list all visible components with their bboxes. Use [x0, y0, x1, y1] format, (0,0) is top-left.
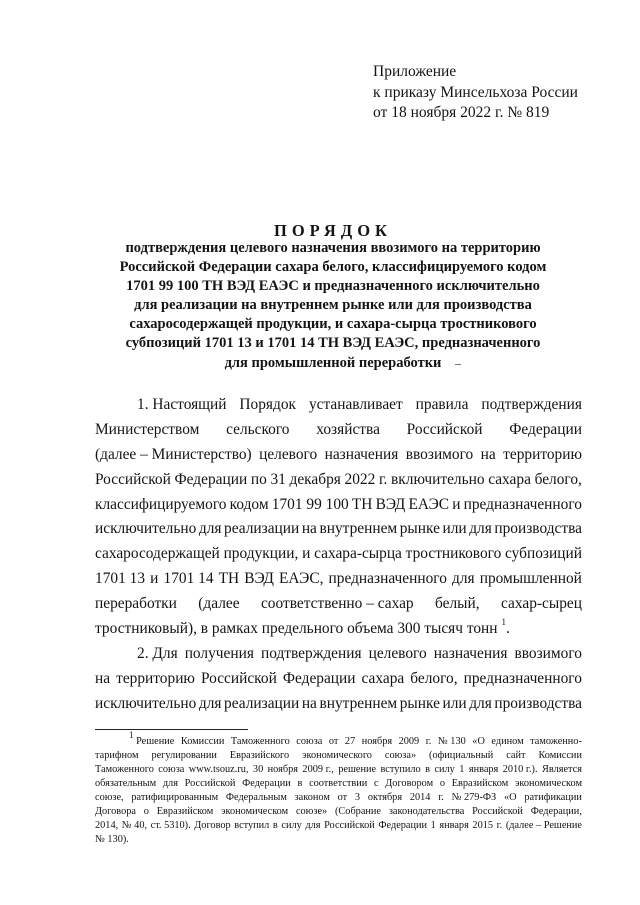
word: Федеральным — [225, 792, 287, 804]
word: силу — [434, 764, 455, 776]
word: обязательным — [95, 778, 157, 790]
word: 2. Для — [137, 644, 178, 662]
word: г. — [438, 792, 444, 804]
word: «О — [472, 736, 485, 747]
word: Евразийского — [229, 750, 290, 762]
word: для — [452, 570, 475, 588]
word: ст. 5310). — [150, 820, 191, 832]
subtitle-line: подтверждения целевого назначения ввозимого на территорию — [125, 240, 541, 256]
word: для — [305, 820, 321, 832]
footnote-line — [95, 749, 582, 763]
document-body — [95, 393, 582, 717]
word: в — [297, 778, 303, 790]
word: союзе, — [95, 792, 124, 804]
word: рынке — [399, 694, 440, 712]
appendix-order-date: от 18 ноября 2022 г. № 819 — [373, 104, 550, 121]
word: внутреннем — [319, 694, 398, 712]
word: белый, — [435, 595, 480, 613]
word: на — [301, 694, 317, 712]
footnote-body — [95, 729, 582, 833]
word: 31 — [270, 470, 286, 488]
paragraph-line — [95, 567, 582, 592]
word: соответствии — [309, 778, 368, 790]
word: Комиссии — [180, 736, 225, 747]
paragraph-line — [95, 418, 582, 443]
word: вступил — [234, 820, 270, 832]
word: получения — [184, 644, 254, 662]
word: 1. Настоящий — [137, 396, 227, 413]
word: 2022 — [344, 470, 376, 488]
word: законом — [294, 792, 330, 804]
footnote-line — [95, 805, 582, 819]
word: Комиссии — [538, 750, 582, 762]
word: хозяйства — [316, 420, 380, 438]
word: промышленной — [479, 570, 582, 588]
word: ратификации — [524, 792, 582, 804]
word: таможенно- — [530, 736, 582, 747]
word: Таможенного — [230, 736, 290, 747]
paragraph-1 — [95, 393, 582, 617]
word: октября — [367, 792, 403, 804]
word: Договора — [95, 806, 136, 818]
footnote-line — [95, 729, 582, 749]
appendix-order-ref: к приказу Минсельхоза России — [373, 83, 578, 101]
word: в — [425, 764, 431, 776]
word: Федерации — [509, 420, 582, 438]
word: 2014 — [409, 792, 431, 804]
word: реализации — [224, 694, 300, 712]
word: экономическом — [514, 778, 582, 790]
word: экономическом — [221, 806, 289, 818]
word: вступило — [380, 764, 421, 776]
word: решение — [338, 764, 377, 776]
document-subtitle — [100, 239, 566, 373]
paragraph-line — [95, 493, 582, 518]
word: ВЭД — [244, 570, 274, 588]
word: Федерации — [242, 778, 291, 790]
word: ввозимого — [514, 644, 582, 662]
word: реализации — [224, 520, 300, 538]
word: (далее – Министерство) — [95, 445, 252, 463]
word: № 40, — [121, 820, 148, 832]
word: 2014, — [95, 820, 119, 832]
word: переработки — [95, 595, 177, 613]
word: (официальный — [429, 750, 494, 762]
paragraph-line — [95, 667, 582, 692]
word: января — [468, 764, 499, 776]
paragraph-2 — [95, 642, 582, 717]
word: 2015 — [472, 820, 494, 832]
word: назначения — [324, 445, 399, 463]
word: ЕАЭС, — [279, 570, 324, 588]
word: Федерации, — [530, 806, 582, 818]
footnote-line — [95, 791, 582, 805]
word: тарифном — [95, 750, 139, 762]
word: ратифицированным — [131, 792, 219, 804]
word: Российской — [200, 669, 277, 687]
word: целевого — [259, 445, 318, 463]
word: Российской — [324, 820, 375, 832]
word: ТН — [218, 570, 240, 588]
footnote — [95, 729, 582, 847]
word: производства — [494, 694, 582, 712]
word: сахаросодержащей — [95, 545, 220, 563]
word: для — [162, 778, 178, 790]
word: и — [302, 545, 311, 563]
subtitle-line: для реализации на внутреннем рынке или для производства — [134, 297, 532, 314]
word: Договор — [194, 820, 231, 832]
word: белого, — [534, 470, 582, 488]
word: для — [198, 694, 222, 712]
word: правила — [415, 396, 469, 413]
word: декабря — [289, 470, 341, 488]
paragraph-line — [95, 443, 582, 468]
paragraph-line — [95, 393, 582, 418]
footnote-line — [95, 833, 582, 847]
word: законодательства — [388, 806, 465, 818]
word: классифицируемого — [95, 495, 227, 513]
word: 1701 14 — [163, 570, 214, 588]
word: № 279-ФЗ — [451, 792, 497, 804]
word: г. — [378, 470, 388, 488]
word: 30 — [252, 764, 264, 776]
paragraph-line — [95, 517, 582, 542]
word: 2009 г., — [302, 764, 334, 776]
word: о — [143, 806, 149, 818]
word: Федерации — [282, 669, 356, 687]
word: 1 — [459, 764, 465, 776]
word: Российской — [184, 778, 236, 790]
subtitle-line: сахаросодержащей продукции, и сахара-сырца тростникового — [129, 316, 537, 333]
scan-artifact — [455, 364, 461, 368]
footnote-ref-mark: 1 — [501, 616, 507, 627]
word: с — [373, 778, 379, 790]
word: на — [301, 520, 317, 538]
paragraph-line — [95, 542, 582, 567]
word: подтверждения — [481, 396, 582, 413]
word: на — [480, 445, 496, 463]
footnote-line — [95, 777, 582, 791]
word: Министерством — [95, 420, 200, 438]
word: включительно — [391, 470, 485, 488]
word: Договором — [385, 778, 434, 790]
word: продукции, — [223, 545, 299, 563]
word: № 130 — [437, 736, 466, 747]
word: www.tsouz.ru, — [188, 764, 249, 776]
word: Таможенного — [95, 764, 154, 776]
word: 1701 99 100 — [271, 495, 349, 513]
paragraph-line — [95, 468, 582, 493]
word: рынке — [399, 520, 440, 538]
paragraph-line — [95, 617, 582, 642]
word: ТН — [351, 495, 373, 513]
word: регулировании — [151, 750, 217, 762]
footnote-line — [95, 763, 582, 777]
word: г. — [425, 736, 432, 747]
subtitle-line: 1701 99 100 ТН ВЭД ЕАЭС и предназначенного исключительно — [126, 278, 540, 295]
word: территорию — [503, 445, 582, 463]
word: и — [150, 570, 159, 588]
word: в — [272, 820, 278, 832]
word: о — [439, 778, 446, 790]
word: сайт — [506, 750, 526, 762]
word: от — [328, 736, 339, 747]
word: ЕАЭС — [408, 495, 449, 513]
word: белого, — [410, 669, 458, 687]
word: «О — [503, 792, 517, 804]
footnote-mark: 1 — [129, 729, 134, 740]
word: (далее – Решение — [505, 820, 582, 832]
word: Евразийском — [451, 778, 509, 790]
word: Федерации — [174, 470, 248, 488]
word: 2009 — [398, 736, 420, 747]
word: территорию — [116, 669, 195, 687]
word: предназначенного — [463, 495, 582, 513]
word: союза — [158, 764, 185, 776]
word: предназначенного — [328, 570, 447, 588]
paragraph-line — [95, 692, 582, 717]
word: Российской — [406, 420, 483, 438]
word: сахара — [488, 470, 531, 488]
word: г. — [496, 820, 503, 832]
appendix-label: Приложение — [373, 63, 457, 80]
word: сахара-сырца — [314, 545, 402, 563]
word: для — [469, 520, 492, 538]
footnote-line — [95, 819, 582, 833]
paragraph-text: тростниковый), в рамках предельного объема 300 тысяч тонн $^1$. — [95, 616, 510, 638]
word: 27 — [344, 736, 356, 747]
word: союза» — [384, 750, 417, 762]
word: Евразийском — [156, 806, 214, 818]
word: исключительно — [95, 520, 197, 538]
word: (далее — [198, 595, 240, 613]
word: Федерации — [378, 820, 428, 832]
word: 3 — [354, 792, 361, 804]
word: на — [95, 669, 111, 687]
word: сельского — [226, 420, 290, 438]
word: предназначенного — [463, 669, 582, 687]
word: и — [452, 495, 461, 513]
word: экономического — [302, 750, 372, 762]
subtitle-line: Российской Федерации сахара белого, классифицируемого кодом — [119, 259, 547, 276]
document-title: ПОРЯДОК — [274, 221, 392, 240]
word: или — [442, 694, 467, 712]
footnote-text: № 130). — [95, 834, 129, 846]
appendix-header — [373, 62, 578, 124]
word: целевого — [368, 644, 427, 662]
word: 2010 г.). — [502, 764, 538, 776]
word: назначения — [433, 644, 508, 662]
footnote-divider — [95, 729, 248, 730]
word: 1 — [430, 820, 436, 832]
word: ноября — [361, 736, 393, 747]
word: января — [439, 820, 469, 832]
word: силу — [281, 820, 302, 832]
word: ВЭД — [375, 495, 406, 513]
subtitle-line: для промышленной переработки — [224, 354, 442, 371]
word: исключительно — [95, 694, 197, 712]
word: Является — [541, 764, 582, 776]
word: ноября — [267, 764, 298, 776]
paragraph-line — [95, 592, 582, 617]
word: субпозиций — [505, 545, 582, 563]
word: едином — [491, 736, 524, 747]
word: от — [337, 792, 348, 804]
word: Российской — [472, 806, 523, 818]
word: производства — [494, 520, 582, 538]
word: для — [198, 520, 222, 538]
word: союза — [296, 736, 323, 747]
word: соответственно – сахар — [260, 595, 414, 613]
word: (Собрание — [335, 806, 381, 818]
subtitle-line: субпозиций 1701 13 и 1701 14 ТН ВЭД ЕАЭС, предназначенного — [125, 335, 541, 352]
word: Порядок — [239, 396, 297, 413]
word: для — [469, 694, 492, 712]
word: устанавливает — [308, 396, 403, 413]
word: тростникового — [405, 545, 502, 563]
word: по — [250, 470, 267, 488]
word: кодом — [229, 495, 269, 513]
word: сахар-сырец — [501, 595, 582, 613]
word: внутреннем — [319, 520, 398, 538]
paragraph-line — [95, 642, 582, 667]
word: или — [442, 520, 467, 538]
word: $^1$ Решение — [129, 729, 175, 747]
word: сахара — [361, 669, 405, 687]
word: ввозимого — [405, 445, 474, 463]
word: Российской — [95, 470, 171, 488]
word: подтверждения — [260, 644, 362, 662]
word: союзе» — [295, 806, 328, 818]
word: 1701 13 — [95, 570, 146, 588]
